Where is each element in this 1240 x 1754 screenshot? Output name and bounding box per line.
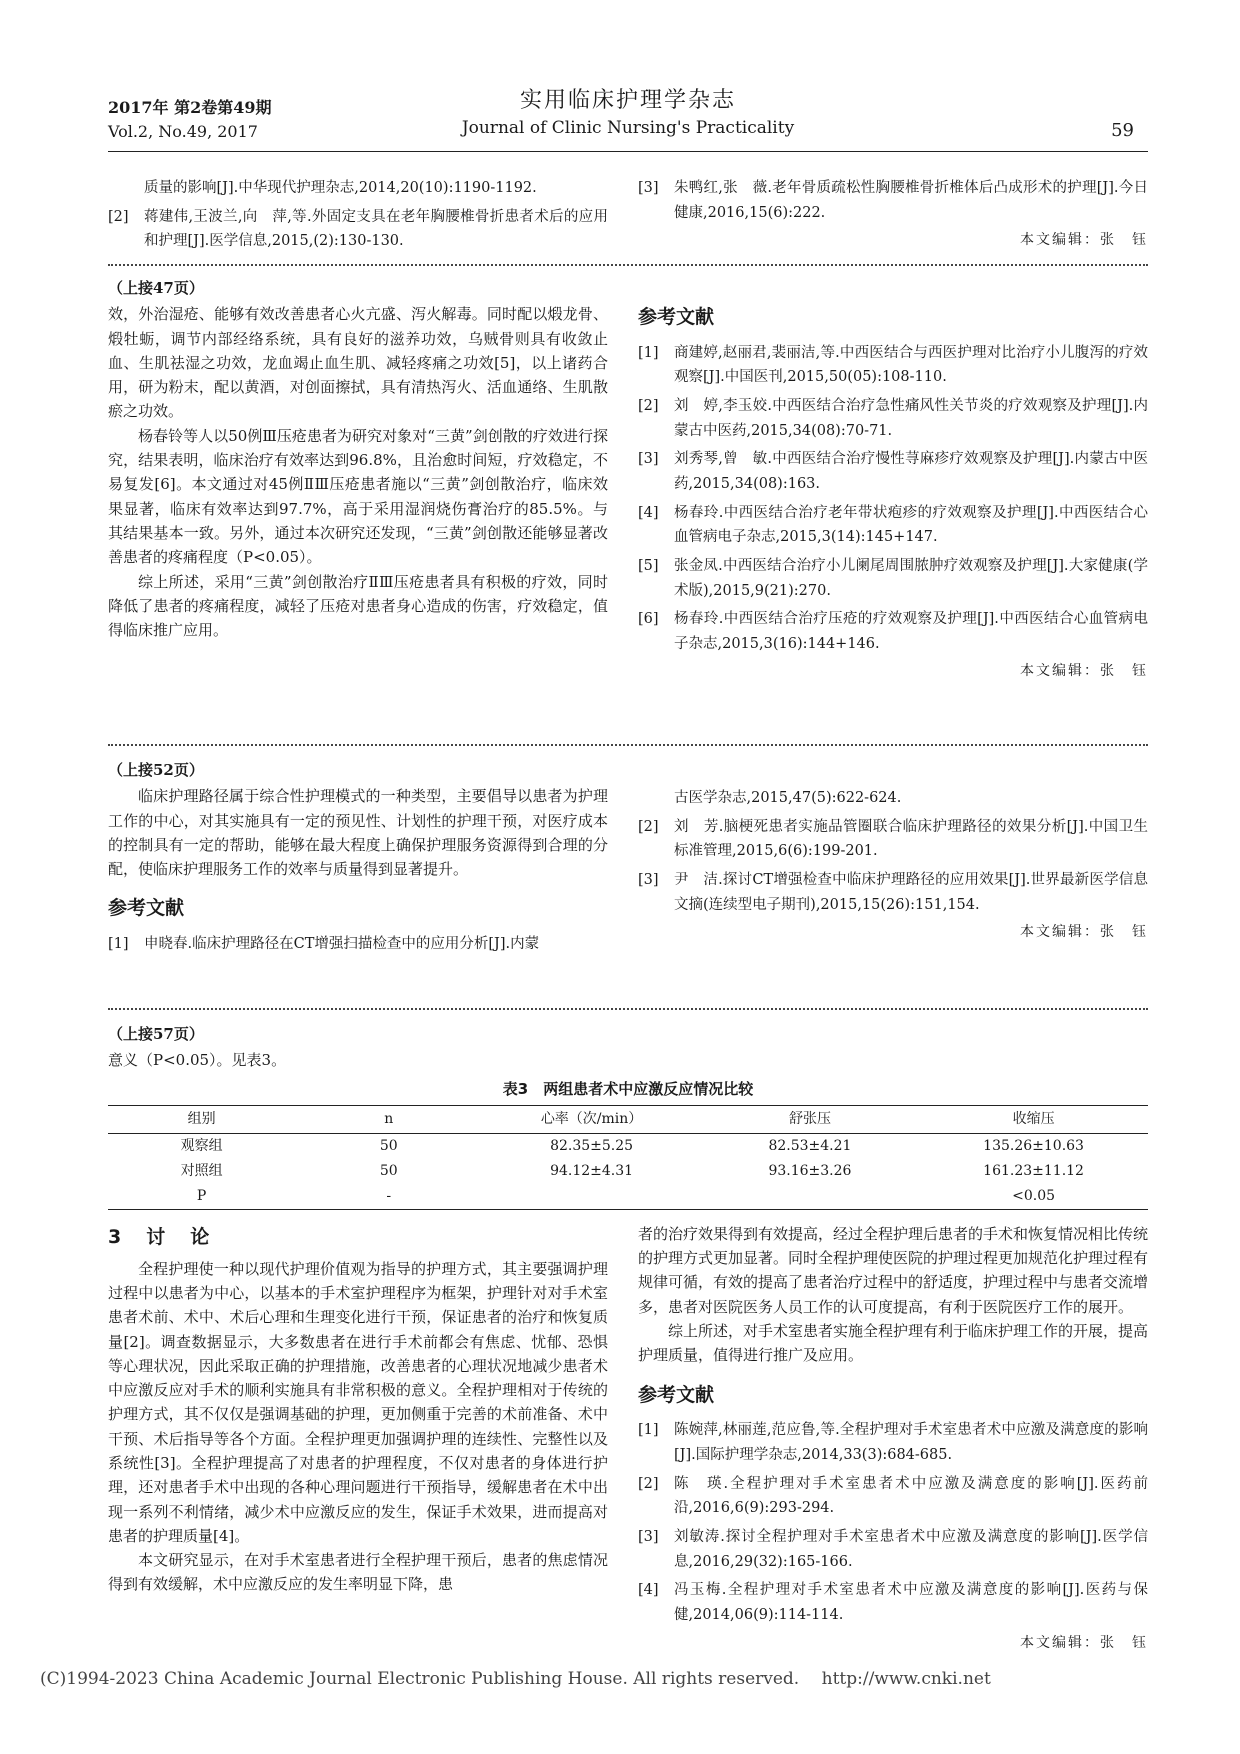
table-cell: 50 [379,1162,398,1179]
section-continued-from-47 [108,276,1148,726]
table-cell: 50 [379,1137,398,1154]
table-row [108,1184,1148,1210]
table-cell: 82.35±5.25 [550,1137,634,1154]
continued-from-label: （上接57页） [108,1025,204,1043]
s3-right-col [638,786,1148,944]
reference-item: [3] 刘敏涛.探讨全程护理对手术室患者术中应激及满意度的影响[J].医学信息,2016,29(32):165-166. [638,1528,1148,1570]
editor-credit: 本文编辑：张 钰 [1020,1634,1148,1651]
continued-from-label: （上接52页） [108,761,204,779]
table-cell: 94.12±4.31 [550,1162,634,1179]
body-paragraph: 效，外治湿疮、能够有效改善患者心火亢盛、泻火解毒。同时配以煅龙骨、煅牡蛎，调节内部经络系统，具有良好的滋养功效，乌贼骨则具有收敛止血、生肌祛湿之功效，龙血竭止血生肌、减轻疼痛之功效[5]，以上诸药合用，研为粉末，配以黄酒，对创面擦拭，具有清热泻火、活血通络、生肌散瘀之功效。 [108,305,608,421]
editor-credit: 本文编辑：张 钰 [1020,663,1148,680]
s4-left-col [108,1222,608,1597]
s2-right-col [638,290,1148,683]
body-paragraph: 全程护理使一种以现代护理价值观为指导的护理方式，其主要强调护理过程中以患者为中心，以基本的手术室护理程序为框架，护理针对对手术室患者术前、术中、术后心理和生理变化进行干预，保证患者的治疗和恢复质量[2]。调查数据显示，大多数患者在进行手术前都会有焦虑、忧郁、恐惧等心理状况，因此采取正确的护理措施，改善患者的心理状况地减少患者术中应激反应对手术的顺利实施具有非常积极的意义。全程护理相对于传统的护理方式，其不仅仅是强调基础的护理，更加侧重于完善的术前准备、术中干预、术后指导等各个方面。全程护理更加强调护理的连续性、完整性以及系统性[3]。全程护理提高了对患者的护理程度，不仅对患者的身体进行护理，还对患者手术中出现的各种心理问题进行干预指导，缓解患者在术中出现一系列不利情绪，减少术中应激反应的发生，保证手术效果，进而提高对患者的护理质量[4]。 [108,1259,608,1545]
reference-item: [2] 刘 芳.脑梗死患者实施品管圈联合临床护理路径的效果分析[J].中国卫生标准管理,2015,6(6):199-201. [638,818,1148,860]
table-cell: 对照组 [180,1162,223,1179]
body-paragraph: 杨春铃等人以50例Ⅲ压疮患者为研究对象对“三黄”剑创散的疗效进行探究，结果表明，临床治疗有效率达到96.8%，且治愈时间短，疗效稳定，不易复发[6]。本文通过对45例ⅡⅢ压疮患者施以“三黄”剑创散治疗，临床效果显著，临床有效率达到97.7%，高于采用湿润烧伤膏治疗的85.5%。与其结果基本一致。另外，通过本次研究还发现，“三黄”剑创散还能够显著改善患者的疼痛程度（P<0.05）。 [108,426,608,567]
references-heading: 参考文献 [108,897,185,920]
table-cell [701,1184,919,1210]
reference-item: [3] 刘秀琴,曾 敏.中西医结合治疗慢性荨麻疹疗效观察及护理[J].内蒙古中医药,2015,34(08):163. [638,451,1148,492]
table-row [108,1159,1148,1184]
page-number: 59 [1111,120,1134,141]
reference-item: [2] 陈 瑛.全程护理对手术室患者术中应激及满意度的影响[J].医药前沿,2016,6(9):293-294. [638,1475,1148,1517]
editor-credit: 本文编辑：张 钰 [1020,924,1148,941]
table-cell: 135.26±10.63 [983,1137,1084,1154]
table-cell: <0.05 [919,1184,1148,1210]
section-divider [108,744,1148,746]
reference-item: [2] 刘 婷,李玉姣.中西医结合治疗急性痛风性关节炎的疗效观察及护理[J].内蒙古中医药,2015,34(08):70-71. [638,398,1148,439]
issue-en: Vol.2, No.49, 2017 [108,122,258,141]
table-header-cell: 组别 [108,1105,295,1133]
s3-left-col [108,758,608,961]
journal-title-en: Journal of Clinic Nursing's Practicality [461,117,795,138]
table-header-cell: 心率（次/min） [482,1105,700,1133]
body-paragraph: 本文研究显示，在对手术室患者进行全程护理干预后，患者的焦虑情况得到有效缓解，术中应激反应的发生率明显下降，患 [108,1551,608,1594]
table-header-cell: 收缩压 [919,1105,1148,1133]
copyright-footer: (C)1994-2023 China Academic Journal Electronic Publishing House. All rights reserved. http://www.cnki.net [40,1669,991,1689]
editor-credit: 本文编辑：张 钰 [1020,232,1148,249]
s4-right-col [638,1222,1148,1654]
table-header-row [108,1105,1148,1133]
s1-left-col [108,176,608,258]
reference-item: [2] 蒋建伟,王波兰,向 萍,等.外固定支具在老年胸腰椎骨折患者术后的应用和护理[J].医学信息,2015,(2):130-130. [108,208,608,250]
table-cell: - [295,1184,482,1210]
reference-item-continued: 古医学杂志,2015,47(5):622-624. [674,790,902,806]
section-divider [108,1008,1148,1010]
reference-item: [1] 申晓春.临床护理路径在CT增强扫描检查中的应用分析[J].内蒙 [108,936,540,953]
reference-item: [4] 冯玉梅.全程护理对手术室患者术中应激及满意度的影响[J].医药与保健,2014,06(9):114-114. [638,1582,1148,1623]
reference-item: [5] 张金凤.中西医结合治疗小儿阑尾周围脓肿疗效观察及护理[J].大家健康(学术版),2015,9(21):270. [638,557,1148,599]
discussion-block [108,1222,1148,1692]
body-paragraph: 临床护理路径属于综合性护理模式的一种类型，主要倡导以患者为护理工作的中心，对其实施具有一定的预见性、计划性的护理干预，对医疗成本的控制具有一定的帮助，能够在最大程度上确保护理服务资源得到合理的分配，使临床护理服务工作的效率与质量得到显著提升。 [108,787,608,879]
reference-item: [1] 陈婉萍,林丽莲,范应鲁,等.全程护理对手术室患者术中应激及满意度的影响[J].国际护理学杂志,2014,33(3):684-685. [638,1422,1148,1464]
table-header-cell: 舒张压 [701,1105,919,1133]
table-cell: P [108,1184,295,1210]
section-divider [108,264,1148,266]
references-heading: 参考文献 [638,1383,715,1406]
section-continued-refs [108,176,1148,252]
section-heading: 3 讨 论 [108,1225,213,1248]
section-continued-from-57 [108,1022,1149,1651]
s2-left-col [108,276,608,642]
reference-item: [4] 杨春玲.中西医结合治疗老年带状疱疹的疗效观察及护理[J].中西医结合心血管病电子杂志,2015,3(14):145+147. [638,504,1148,546]
journal-title [108,86,1148,140]
table-cell: 161.23±11.12 [983,1162,1084,1179]
table-intro: 意义（P<0.05）。见表3。 [108,1051,287,1070]
table-header-cell: n [295,1105,482,1133]
data-table [108,1105,1148,1210]
section-continued-from-52 [108,758,1148,998]
table-cell: 观察组 [180,1137,223,1154]
issue-cn: 2017年 第2卷第49期 [108,98,272,117]
reference-item: [6] 杨春玲.中西医结合治疗压疮的疗效观察及护理[J].中西医结合心血管病电子杂志,2015,3(16):144+146. [638,611,1148,652]
body-paragraph-continued: 者的治疗效果得到有效提高，经过全程护理后患者的手术和恢复情况相比传统的护理方式更加显著。同时全程护理使医院的护理过程更加规范化护理过程有规律可循，有效的提高了患者治疗过程中的舒适度，护理过程中与患者交流增多，患者对医院医务人员工作的认可度提高，有利于医院医疗工作的展开。 [638,1224,1149,1316]
table-caption: 表3 两组患者术中应激反应情况比较 [502,1079,754,1098]
reference-item: [1] 商建婷,赵丽君,裴丽洁,等.中西医结合与西医护理对比治疗小儿腹泻的疗效观察[J].中国医刊,2015,50(05):108-110. [638,344,1148,386]
journal-title-cn: 实用临床护理学杂志 [519,88,736,113]
table-cell: 93.16±3.26 [768,1162,852,1179]
body-paragraph: 综上所述，采用“三黄”剑创散治疗ⅡⅢ压疮患者具有积极的疗效，同时降低了患者的疼痛程度，减轻了压疮对患者身心造成的伤害，疗效稳定，值得临床推广应用。 [108,572,608,640]
table-cell [482,1184,700,1210]
continued-from-label: （上接47页） [108,279,204,297]
s1-right-col [638,176,1148,252]
reference-item: 质量的影响[J].中华现代护理杂志,2014,20(10):1190-1192. [144,180,537,196]
references-heading: 参考文献 [638,306,715,328]
reference-item: [3] 朱鸭红,张 薇.老年骨质疏松性胸腰椎骨折椎体后凸成形术的护理[J].今日健康,2016,15(6):222. [638,180,1148,221]
table-cell: 82.53±4.21 [768,1137,852,1154]
reference-item: [3] 尹 洁.探讨CT增强检查中临床护理路径的应用效果[J].世界最新医学信息文摘(连续型电子期刊),2015,15(26):151,154. [638,871,1148,913]
body-paragraph: 综上所述，对手术室患者实施全程护理有利于临床护理工作的开展，提高护理质量，值得进行推广及应用。 [638,1322,1149,1365]
page-header [108,86,1148,152]
table-row [108,1133,1148,1159]
